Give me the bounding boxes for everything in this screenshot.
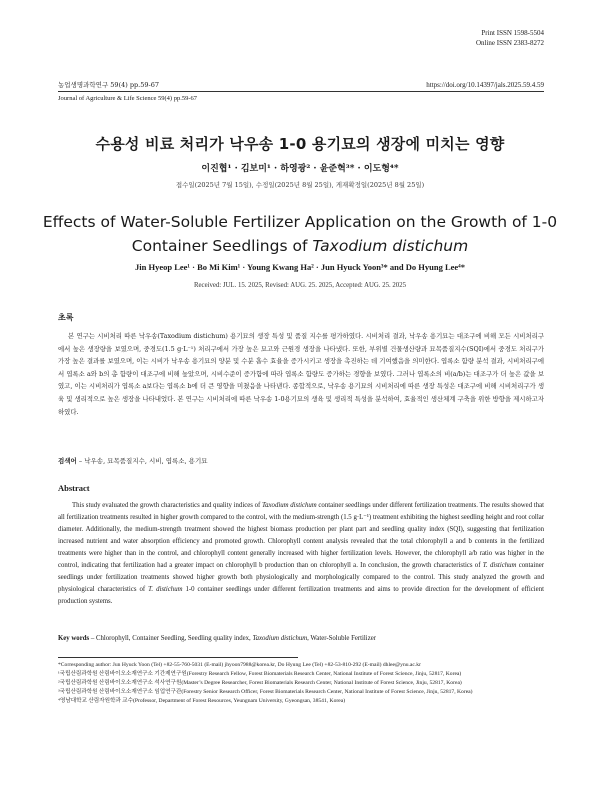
english-keywords-part2: , Water-Soluble Fertilizer [307, 635, 376, 642]
print-issn: Print ISSN 1598-5504 [481, 29, 544, 37]
korean-dates: 접수일(2025년 7월 15일), 수정일(2025년 8월 25일), 게재확정일(2025년 8월 25일) [175, 181, 425, 189]
korean-abstract-heading: 초록 [58, 312, 74, 322]
abstract-text [58, 500, 544, 608]
abstract-part-2: container seedlings under different fertilization treatments. The results showed that all fertilization treatments resulted in higher growth compared to the control, with the medium-strength (1.5 g·L⁻¹) treatment exhibiting the highest seedling height and root collar diameter. Additionally, the medium-strength treatment showed the highest biomass production per plant part and seedling quality index (SQI), suggesting that fertilization increased nutrient and water absorption efficiency and promoted growth. Chlorophyll content analysis revealed that the total chlorophyll a and b contents in the fertilized treatments were higher than in the control, and chlorophyll content generally increased with higher fertilization levels. However, the chlorophyll a/b ratio was higher in the control, indicating that fertilization had a greater impact on chlorophyll b production than on chlorophyll a. In conclusion, the growth characteristics of [58, 502, 544, 569]
abstract-part-4: 1-0 container seedlings under different fertilization treatments and aims to provide direction for the development of efficient production systems. [58, 586, 544, 605]
english-dates: Received: JUL. 15. 2025, Revised: AUG. 25. 2025, Accepted: AUG. 25. 2025 [194, 282, 406, 289]
english-keywords-label: Key words [58, 635, 90, 642]
abstract-species-short: T. distichum [482, 562, 517, 569]
journal-ko: 농업생명과학연구 59(4) pp.59-67 [58, 81, 159, 89]
korean-keywords-list: 낙우송, 묘목품질지수, 시비, 엽록소, 용기묘 [84, 457, 208, 465]
doi-link[interactable]: https://doi.org/10.14397/jals.2025.59.4.59 [426, 81, 544, 89]
abstract-heading: Abstract [58, 483, 90, 493]
footnote-1: ¹국립산림과학원 산림바이오소재연구소 기간제연구원(Forestry Research Fellow, Forest Biomaterials Research Center, National Institute of Forest Science, Jinju, 52817, Korea) [58, 671, 462, 677]
english-title-prefix: Container Seedlings of [131, 237, 313, 255]
english-title-species: Taxodium distichum [312, 237, 469, 255]
abstract-part-3: container seedlings under fertilization treatments showed higher growth both physiologically and morphologically compared to the control. This study analyzed the growth and physiological characteristics of [58, 562, 545, 593]
footnote-corresponding: *Corresponding author: Jun Hyuck Yoon (Tel) +82-55-760-5031 (E-mail) jhyoon7988@korea.kr, Do Hyung Lee (Tel) +82-53-810-292 (E-mail) dhlee@ynu.ac.kr [58, 662, 421, 668]
korean-authors: 이진협¹ · 김보미¹ · 하영광² · 윤준혁³* · 이도형⁴* [201, 164, 399, 174]
footnote-rule [58, 657, 298, 658]
online-issn: Online ISSN 2383-8272 [475, 39, 544, 47]
footnote-4: ⁴영남대학교 산림자원학과 교수(Professor, Department of Forest Resources, Yeungnam University, Gyeongsan, 38541, Korea) [58, 698, 346, 704]
english-authors: Jin Hyeop Lee¹ · Bo Mi Kim¹ · Young Kwang Ha² · Jun Hyuck Yoon³* and Do Hyung Lee⁴* [135, 262, 465, 272]
abstract-species: Taxodium distichum [261, 502, 317, 509]
english-keywords: Key words – Chlorophyll, Container Seedling, Seedling quality index, Taxodium distichum, Water-Soluble Fertilizer [58, 635, 376, 642]
footnote-2: ²국립산림과학원 산림바이오소재연구소 석사연구원(Master’s Degree Researcher, Forest Biomaterials Research Center, National Institute of Forest Science, Jinju, 52817, Korea) [58, 680, 462, 686]
header-rule [58, 91, 544, 92]
abstract-species-short-2: T. distichum [148, 586, 183, 593]
footnotes [58, 661, 544, 706]
issn-block [476, 28, 544, 48]
korean-abstract-text: 본 연구는 시비처리 따른 낙우송(Taxodium distichum) 용기묘의 생장 특성 및 품질 지수를 평가하였다. 시비처리 결과, 낙우송 용기묘는 대조구에 비해 모든 시비처리구에서 높은 생장량을 보였으며, 중경도(1.5 g·L⁻¹) 처리구에서 가장 높은 묘고와 근원경 생장을 나타냈다. 또한, 부위별 건물생산량과 묘목품질지수(SQI)에서 중경도 처리구가 가장 높은 결과를 보였으며, 이는 시비가 낙우송 용기묘의 양분 및 수분 흡수 효율을 증가시키고 생장을 촉진하는 데 기여했음을 의미한다. 엽록소 함량 분석 결과, 시비처리구에서 엽록소 a와 b의 총 함량이 대조구에 비해 높았으며, 시비수준이 증가함에 따라 엽록소 함량도 증가하는 경향을 보였다. 그러나 엽록소의 비(a/b)는 대조구가 더 높은 값을 보였고, 이는 시비처리가 엽록소 a보다는 엽록소 b에 더 큰 영향을 미쳤음을 나타낸다. 종합적으로, 낙우송 용기묘의 시비처리에 따른 생장 특성은 대조구에 비해 시비처리구가 생육 및 생리적으로 높은 생장을 나타내었다. 본 연구는 시비처리에 따른 낙우송 1-0용기묘의 생육 및 생리적 특성을 분석하여, 효율적인 생산체계 구축을 위한 방향을 제시하고자 하였다. [58, 332, 544, 416]
korean-title: 수용성 비료 처리가 낙우송 1-0 용기묘의 생장에 미치는 영향 [95, 135, 505, 153]
korean-keywords: 검색어 – 낙우송, 묘목품질지수, 시비, 엽록소, 용기묘 [58, 457, 208, 465]
footnote-3: ³국립산림과학원 산림바이오소재연구소 임업연구관(Forestry Senior Research Officer, Forest Biomaterials Research Center, National Institute of Forest Science, Jinju, 52817, Korea) [58, 689, 473, 695]
korean-keywords-label: 검색어 [58, 457, 77, 465]
english-title-line1: Effects of Water-Soluble Fertilizer Application on the Growth of 1-0 [42, 213, 558, 231]
english-title [0, 210, 600, 258]
journal-en: Journal of Agriculture & Life Science 59(4) pp.59-67 [58, 95, 197, 102]
abstract-part-1: This study evaluated the growth characteristics and quality indices of [72, 502, 262, 509]
english-keywords-part1: Chlorophyll, Container Seedling, Seedling quality index, [95, 635, 253, 642]
english-title-line2 [0, 234, 600, 258]
english-keywords-species: Taxodium distichum [252, 635, 308, 642]
